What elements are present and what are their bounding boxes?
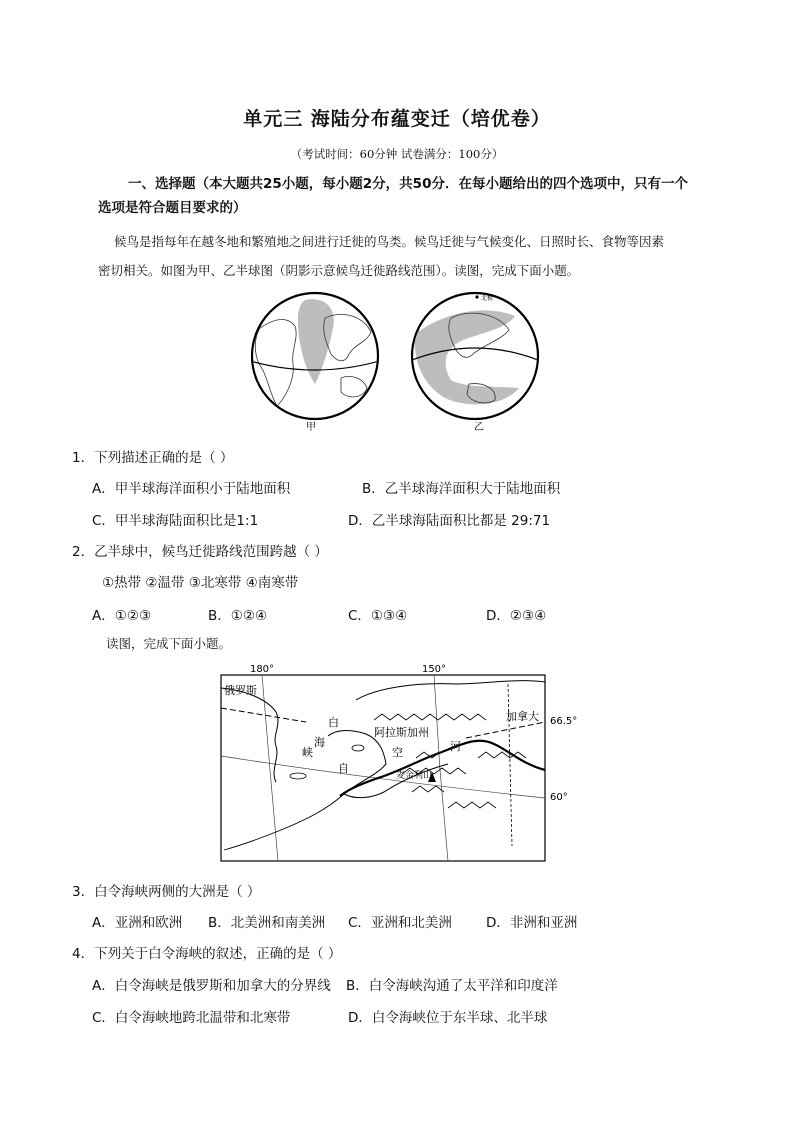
mount-mckinley-label: 麦金利山	[396, 771, 433, 781]
bering-strait-label-3: 峡	[302, 746, 313, 759]
hemisphere-jia-label: 甲	[306, 422, 316, 433]
hemispheres-figure	[245, 288, 555, 434]
yukon-river-label-2: 河	[450, 740, 461, 753]
bering-strait-label-2: 海	[314, 736, 325, 749]
question-3-stem: 3．白令海峡两侧的大洲是（ ）	[72, 884, 261, 900]
q4-option-d[interactable]: D．白令海峡位于东半球、北半球	[348, 1010, 548, 1026]
q2-option-a[interactable]: A．①②③	[92, 608, 152, 624]
lon-150-label: 150°	[421, 664, 447, 675]
lat-60-label: 60°	[550, 792, 568, 803]
exam-info: （考试时间：60分钟 试卷满分：100分）	[290, 147, 504, 161]
lat-66-5-label: 66.5°	[550, 716, 578, 727]
q2-option-d[interactable]: D．②③④	[486, 608, 547, 624]
section-heading: 一、选择题（本大题共25小题，每小题2分，共50分．在每小题给出的四个选项中，只有一个	[128, 176, 688, 192]
intro-paragraph: 候鸟是指每年在越冬地和繁殖地之间进行迁徙的鸟类。候鸟迁徙与气候变化、日照时长、食物等因素	[114, 234, 665, 249]
q2-items: ①热带 ②温带 ③北寒带 ④南寒带	[102, 575, 299, 591]
q3-option-a[interactable]: A．亚洲和欧洲	[92, 915, 183, 931]
canada-label: 加拿大	[506, 710, 539, 723]
question-4-stem: 4．下列关于白令海峡的叙述，正确的是（ ）	[72, 946, 342, 962]
q3-option-b[interactable]: B．北美洲和南美洲	[208, 915, 326, 931]
q3-option-c[interactable]: C．亚洲和北美洲	[348, 915, 452, 931]
alaska-label: 阿拉斯加州	[374, 726, 429, 739]
q4-option-a[interactable]: A．白令海峡是俄罗斯和加拿大的分界线	[92, 978, 331, 994]
lon-180-label: 180°	[249, 664, 275, 675]
hemisphere-yi-label: 乙	[474, 422, 484, 433]
q3-option-d[interactable]: D．非洲和亚洲	[486, 915, 578, 931]
bering-strait-map	[216, 660, 582, 866]
q2-option-c[interactable]: C．①③④	[348, 608, 408, 624]
question-2-stem: 2．乙半球中，候鸟迁徙路线范围跨越（ ）	[72, 544, 328, 560]
q1-option-a[interactable]: A．甲半球海洋面积小于陆地面积	[92, 481, 291, 497]
q1-option-c[interactable]: C．甲半球海陆面积比是1:1	[92, 513, 259, 529]
yukon-river-label-1: 空	[392, 746, 403, 759]
north-pole-label: 北极	[481, 295, 494, 302]
yukon-river-label-3: 自	[338, 762, 349, 775]
q1-option-b[interactable]: B．乙半球海洋面积大于陆地面积	[362, 481, 561, 497]
q2-option-b[interactable]: B．①②④	[208, 608, 268, 624]
russia-label: 俄罗斯	[224, 684, 257, 697]
hemisphere-yi	[407, 293, 543, 419]
q4-option-c[interactable]: C．白令海峡地跨北温带和北寒带	[92, 1010, 291, 1026]
read-map-instruction: 读图，完成下面小题。	[106, 636, 232, 651]
hemisphere-jia	[247, 293, 383, 419]
question-1-stem: 1．下列描述正确的是（ ）	[72, 450, 234, 466]
q4-option-b[interactable]: B．白令海峡沟通了太平洋和印度洋	[346, 978, 558, 994]
page-title: 单元三 海陆分布蕴变迁（培优卷）	[243, 108, 551, 130]
bering-strait-label: 白	[328, 716, 339, 729]
section-heading-cont: 选项是符合题目要求的）	[98, 200, 247, 216]
q1-option-d[interactable]: D．乙半球海陆面积比都是 29:71	[348, 513, 551, 529]
intro-paragraph-cont: 密切相关。如图为甲、乙半球图（阴影示意候鸟迁徙路线范围）。读图，完成下面小题。	[98, 263, 580, 278]
